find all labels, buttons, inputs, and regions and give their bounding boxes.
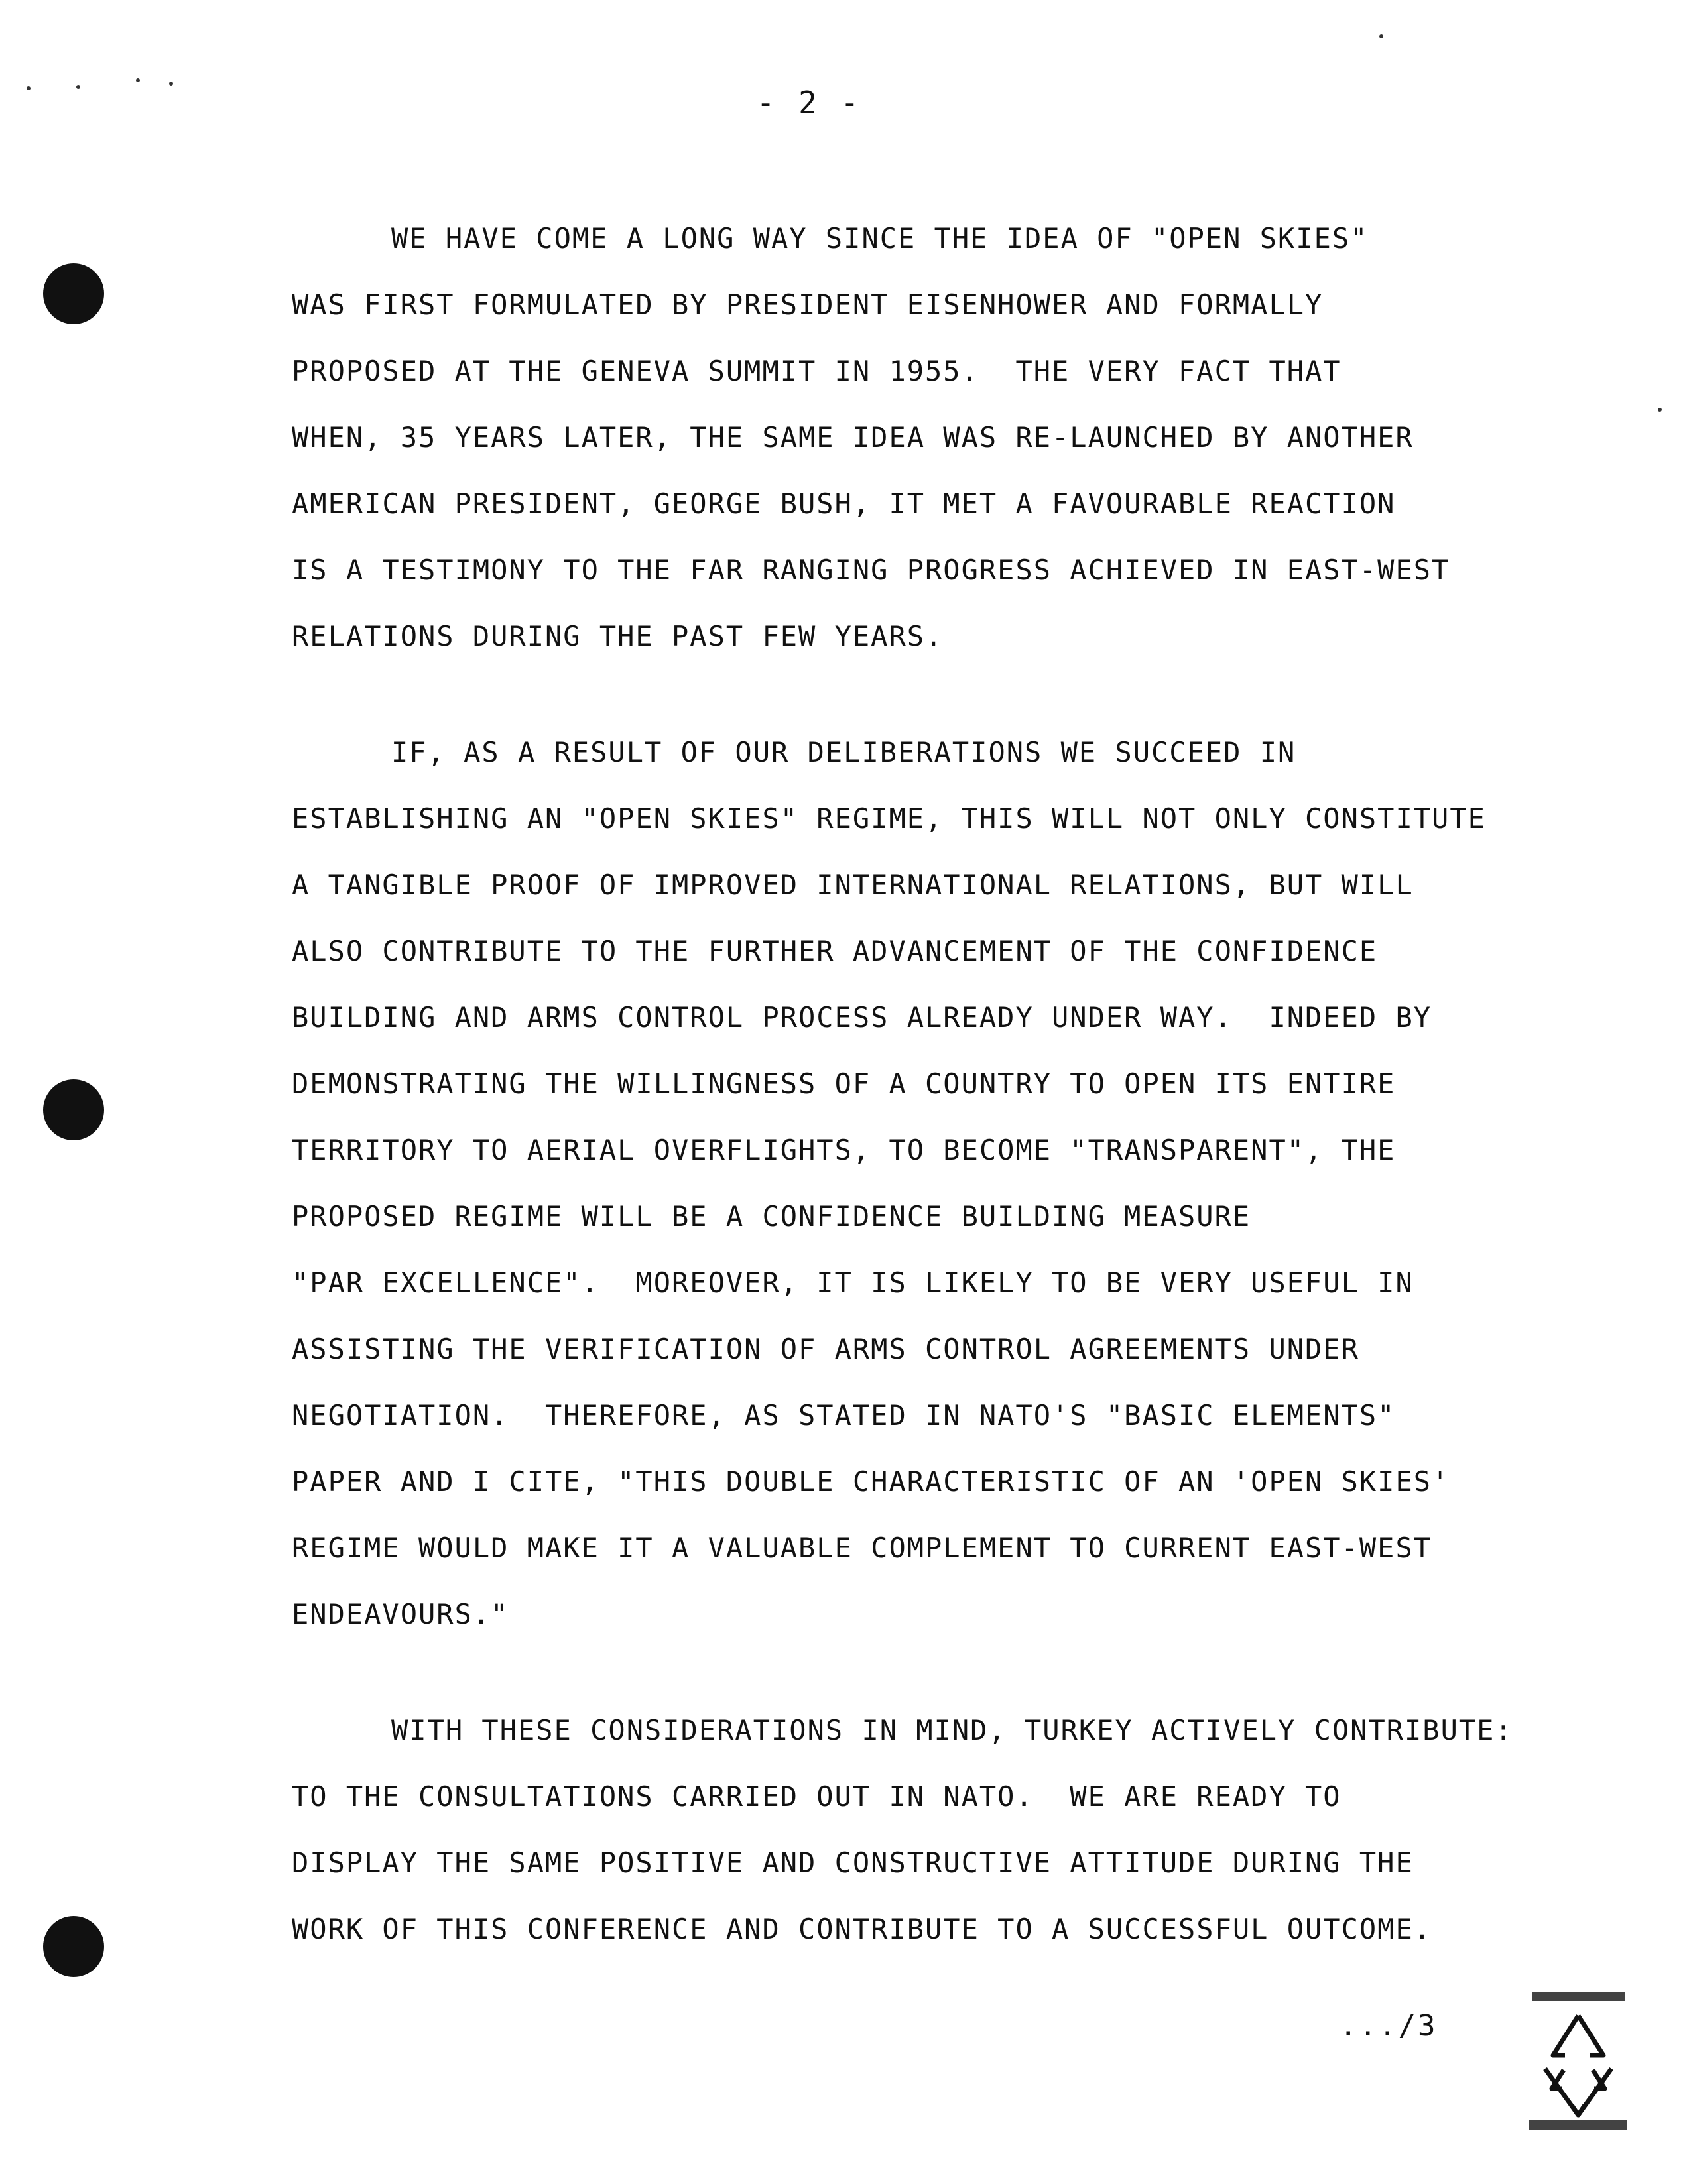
text-line: WORK OF THIS CONFERENCE AND CONTRIBUTE TO A SUCCESSFUL OUTCOME. [292,1913,1432,1945]
punch-hole [43,263,104,324]
punch-hole [43,1916,104,1977]
body-paragraph [292,719,1625,1648]
text-line: DISPLAY THE SAME POSITIVE AND CONSTRUCTIVE ATTITUDE DURING THE [292,1847,1414,1879]
page-number: - 2 - [756,85,862,121]
text-line: WE HAVE COME A LONG WAY SINCE THE IDEA OF "OPEN SKIES" [391,222,1369,255]
text-line: A TANGIBLE PROOF OF IMPROVED INTERNATIONAL RELATIONS, BUT WILL [292,869,1414,901]
scan-speck [169,82,173,86]
text-line: DEMONSTRATING THE WILLINGNESS OF A COUNTRY TO OPEN ITS ENTIRE [292,1067,1396,1100]
text-line: IS A TESTIMONY TO THE FAR RANGING PROGRESS ACHIEVED IN EAST-WEST [292,554,1450,586]
text-line: AMERICAN PRESIDENT, GEORGE BUSH, IT MET A FAVOURABLE REACTION [292,487,1396,520]
text-line: ENDEAVOURS." [292,1598,509,1630]
body-paragraph [292,1697,1625,1963]
text-line: PAPER AND I CITE, "THIS DOUBLE CHARACTERISTIC OF AN 'OPEN SKIES' [292,1465,1450,1498]
text-line: REGIME WOULD MAKE IT A VALUABLE COMPLEMENT TO CURRENT EAST-WEST [292,1532,1432,1564]
continuation-marker: .../3 [1340,2009,1438,2043]
text-line: BUILDING AND ARMS CONTROL PROCESS ALREADY UNDER WAY. INDEED BY [292,1001,1432,1034]
text-line: TERRITORY TO AERIAL OVERFLIGHTS, TO BECOME "TRANSPARENT", THE [292,1134,1396,1166]
text-line: WITH THESE CONSIDERATIONS IN MIND, TURKEY ACTIVELY CONTRIBUTE: [391,1714,1513,1746]
punch-hole [43,1079,104,1140]
text-line: TO THE CONSULTATIONS CARRIED OUT IN NATO. WE ARE READY TO [292,1780,1342,1813]
text-line: WAS FIRST FORMULATED BY PRESIDENT EISENHOWER AND FORMALLY [292,288,1324,321]
scan-speck [76,85,80,89]
text-line: PROPOSED REGIME WILL BE A CONFIDENCE BUILDING MEASURE [292,1200,1251,1233]
body-paragraph [292,206,1625,670]
text-line: NEGOTIATION. THEREFORE, AS STATED IN NATO'S "BASIC ELEMENTS" [292,1399,1396,1431]
text-line: ASSISTING THE VERIFICATION OF ARMS CONTROL AGREEMENTS UNDER [292,1333,1359,1365]
text-line: ALSO CONTRIBUTE TO THE FURTHER ADVANCEMENT OF THE CONFIDENCE [292,935,1378,967]
text-line: PROPOSED AT THE GENEVA SUMMIT IN 1955. THE VERY FACT THAT [292,355,1342,387]
text-line: ESTABLISHING AN "OPEN SKIES" REGIME, THIS WILL NOT ONLY CONSTITUTE [292,802,1486,835]
scan-speck [136,78,140,82]
text-line: "PAR EXCELLENCE". MOREOVER, IT IS LIKELY TO BE VERY USEFUL IN [292,1266,1414,1299]
scan-speck [1379,34,1383,38]
text-line: IF, AS A RESULT OF OUR DELIBERATIONS WE SUCCEED IN [391,736,1296,768]
scan-speck [27,86,31,90]
scan-speck [1658,408,1662,412]
recycle-logo [1525,1989,1631,2135]
text-line: RELATIONS DURING THE PAST FEW YEARS. [292,620,944,652]
text-line: WHEN, 35 YEARS LATER, THE SAME IDEA WAS RE-LAUNCHED BY ANOTHER [292,421,1414,454]
